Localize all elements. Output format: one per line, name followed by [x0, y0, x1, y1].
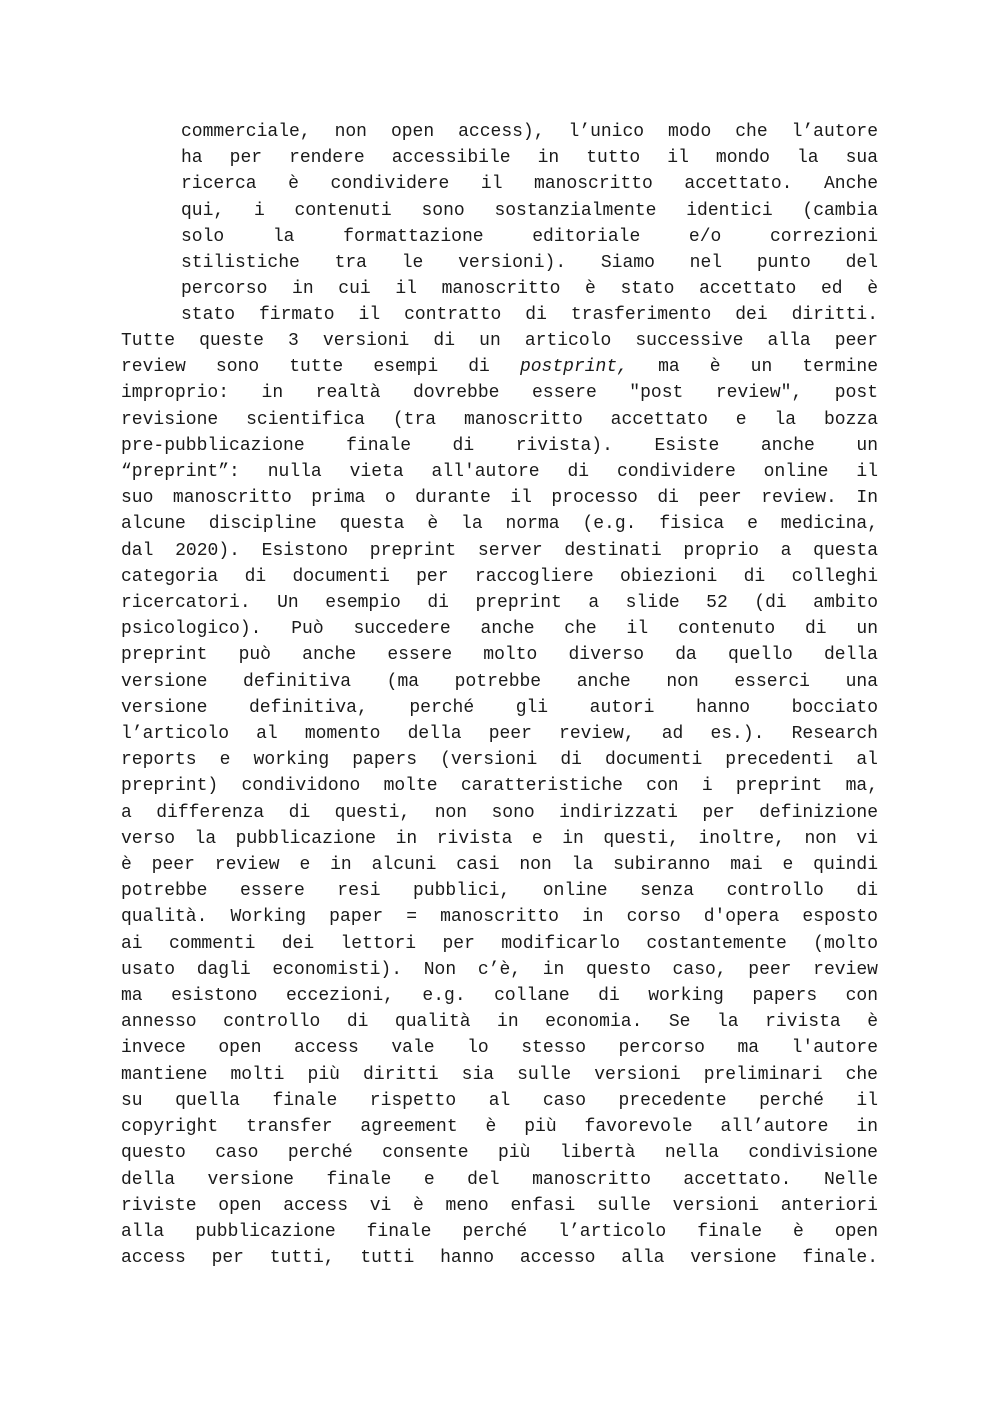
text-line: invece open access vale lo stesso percorso ma l'autore	[121, 1038, 878, 1059]
indented-paragraph	[181, 119, 878, 329]
body-paragraph	[121, 328, 878, 1271]
text-line: ha per rendere accessibile in tutto il mondo la sua	[181, 148, 878, 169]
text-line: alla pubblicazione finale perché l’articolo finale è open	[121, 1221, 878, 1242]
text-line: categoria di documenti per raccogliere obiezioni di colleghi	[121, 566, 878, 587]
text-line: Tutte queste 3 versioni di un articolo successive alla peer	[121, 331, 878, 351]
text-line: ai commenti dei lettori per modificarlo costantemente (molto	[121, 933, 878, 954]
text-line: “preprint”: nulla vieta all'autore di condividere online il	[121, 462, 878, 483]
text-line: commerciale, non open access), l’unico modo che l’autore	[181, 122, 878, 142]
text-line: riviste open access vi è meno enfasi sulle versioni anteriori	[121, 1195, 878, 1216]
text-line: questo caso perché consente più libertà nella condivisione	[121, 1143, 878, 1164]
text-line: improprio: in realtà dovrebbe essere "post review", post	[121, 383, 878, 404]
text-line: della versione finale e del manoscritto accettato. Nelle	[121, 1169, 878, 1190]
text-line: su quella finale rispetto al caso precedente perché il	[121, 1090, 878, 1111]
text-line: a differenza di questi, non sono indirizzati per definizione	[121, 802, 878, 823]
text-fragment: review sono tutte esempi di	[121, 357, 490, 378]
text-line: suo manoscritto prima o durante il processo di peer review. In	[121, 488, 878, 509]
text-line: versione definitiva (ma potrebbe anche non esserci una	[121, 671, 878, 692]
text-line: qualità. Working paper = manoscritto in corso d'opera esposto	[121, 907, 878, 928]
text-line: è peer review e in alcuni casi non la subiranno mai e quindi	[121, 855, 878, 876]
text-line: alcune discipline questa è la norma (e.g. fisica e medicina,	[121, 514, 878, 535]
text-line: versione definitiva, perché gli autori hanno bocciato	[121, 697, 878, 718]
text-line: dal 2020). Esistono preprint server destinati proprio a questa	[121, 540, 878, 561]
text-line: psicologico). Può succedere anche che il contenuto di un	[121, 619, 878, 640]
text-line: reports e working papers (versioni di documenti precedenti al	[121, 750, 878, 771]
text-line: potrebbe essere resi pubblici, online senza controllo di	[121, 881, 878, 902]
text-line: ma esistono eccezioni, e.g. collane di working papers con	[121, 986, 878, 1007]
text-line: ricercatori. Un esempio di preprint a slide 52 (di ambito	[121, 593, 878, 614]
text-line: stilistiche tra le versioni). Siamo nel punto del	[181, 253, 878, 274]
text-line: pre-pubblicazione finale di rivista). Esiste anche un	[121, 435, 878, 456]
text-line: verso la pubblicazione in rivista e in questi, inoltre, non vi	[121, 828, 878, 849]
text-fragment: ma è un termine	[658, 357, 878, 378]
text-line: revisione scientifica (tra manoscritto accettato e la bozza	[121, 409, 878, 430]
text-line: ricerca è condividere il manoscritto accettato. Anche	[181, 174, 878, 195]
text-line: l’articolo al momento della peer review, ad es.). Research	[121, 724, 878, 745]
text-line: solo la formattazione editoriale e/o correzioni	[181, 226, 878, 247]
text-line: percorso in cui il manoscritto è stato accettato ed è	[181, 279, 878, 300]
emphasized-term: postprint,	[519, 357, 628, 378]
text-line: annesso controllo di qualità in economia. Se la rivista è	[121, 1012, 878, 1033]
text-line: usato dagli economisti). Non c’è, in questo caso, peer review	[121, 959, 878, 980]
text-line: access per tutti, tutti hanno accesso alla versione finale.	[121, 1248, 878, 1269]
text-line: copyright transfer agreement è più favorevole all’autore in	[121, 1117, 878, 1138]
text-line: preprint) condividono molte caratteristiche con i preprint ma,	[121, 776, 878, 797]
text-line	[121, 354, 878, 380]
text-line: mantiene molti più diritti sia sulle versioni preliminari che	[121, 1064, 878, 1085]
text-line: stato firmato il contratto di trasferimento dei diritti.	[181, 305, 878, 326]
text-line: qui, i contenuti sono sostanzialmente identici (cambia	[181, 200, 878, 221]
text-line: preprint può anche essere molto diverso da quello della	[121, 645, 878, 666]
